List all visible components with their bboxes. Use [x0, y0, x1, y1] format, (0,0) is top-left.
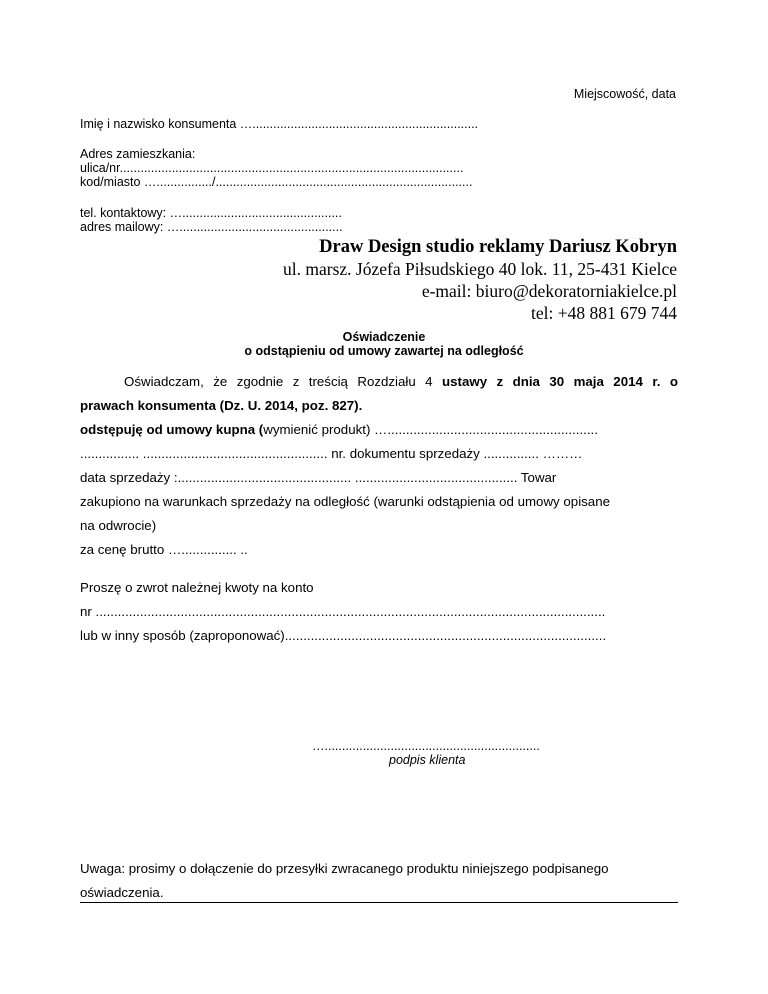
- body-text: na odwrocie): [80, 518, 157, 533]
- other-method-field: lub w inny sposób (zaproponować).......................................................................................: [80, 628, 607, 643]
- body-text: zakupiono na warunkach sprzedaży na odległość (warunki odstąpienia od umowy opisane: [80, 494, 610, 509]
- street-field: ulica/nr...................................................................................................: [80, 161, 464, 175]
- body-text: Oświadczam, że zgodnie z treścią Rozdziału 4: [124, 374, 443, 389]
- consumer-name-field: Imię i nazwisko konsumenta ….................................................................: [80, 117, 479, 131]
- document-title: Oświadczenie: [342, 330, 426, 344]
- place-date-label: Miejscowość, data: [573, 87, 676, 101]
- recipient-email: e-mail: biuro@dekoratorniakielce.pl: [421, 281, 677, 301]
- body-paragraph-1: [80, 374, 678, 389]
- address-label: Adres zamieszkania:: [80, 147, 196, 161]
- refund-request-text: Proszę o zwrot należnej kwoty na konto: [80, 580, 314, 595]
- recipient-address: ul. marsz. Józefa Piłsudskiego 40 lok. 11, 25-431 Kielce: [283, 259, 677, 279]
- product-field: [80, 422, 598, 437]
- signature-line: …..............................................................: [312, 739, 540, 753]
- footer-note: oświadczenia.: [80, 885, 164, 900]
- price-field: za cenę brutto …............... ..: [80, 542, 248, 557]
- footer-divider: [80, 902, 678, 903]
- recipient-phone: tel: +48 881 679 744: [531, 303, 677, 323]
- document-number-field: ................ .................................................. nr. dokumentu sprzedaży ............... ………: [80, 446, 583, 461]
- body-text-bold: odstępuję od umowy kupna (: [80, 422, 264, 437]
- phone-field: tel. kontaktowy: …..............................................: [80, 206, 342, 220]
- body-text: wymienić produkt) ….........................................................: [263, 422, 598, 437]
- sale-date-field: data sprzedaży :............................................... ............................................ Towar: [80, 470, 557, 485]
- document-subtitle: o odstąpieniu od umowy zawartej na odległość: [244, 344, 524, 358]
- body-text-bold: prawach konsumenta (Dz. U. 2014, poz. 827).: [80, 398, 363, 413]
- footer-note: Uwaga: prosimy o dołączenie do przesyłki zwracanego produktu niniejszego podpisanego: [80, 861, 609, 876]
- recipient-name: Draw Design studio reklamy Dariusz Kobryn: [319, 237, 677, 257]
- signature-label: podpis klienta: [389, 753, 466, 767]
- city-field: kod/miasto …................/..........................................................................: [80, 175, 473, 189]
- body-text-bold: ustawy z dnia 30 maja 2014 r. o: [442, 374, 678, 389]
- email-field: adres mailowy: …...............................................: [80, 220, 343, 234]
- account-number-field: nr ..........................................................................................................................................: [80, 604, 606, 619]
